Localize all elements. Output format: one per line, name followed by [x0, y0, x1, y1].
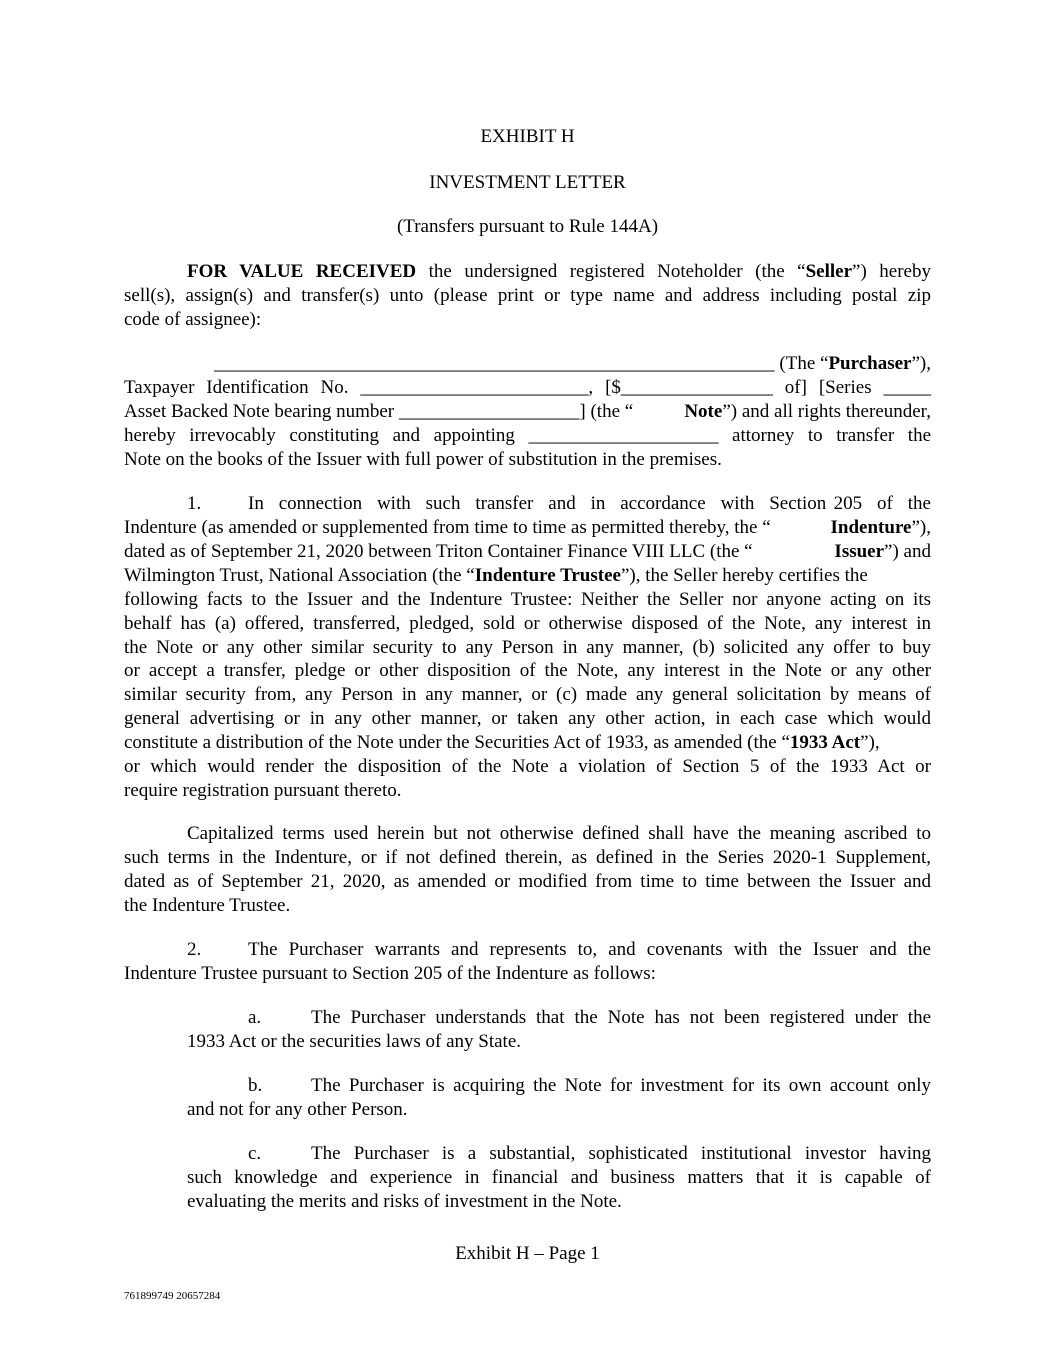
act-term: 1933 Act	[789, 732, 861, 753]
para1-line-6: behalf has (a) offered, transferred, pledged, sold or otherwise disposed of the Note, any interest in	[124, 613, 931, 634]
page-title: INVESTMENT LETTER	[429, 172, 626, 193]
taxpayer-line: Taxpayer Identification No. ________________________, [$________________ of] [Series _____	[124, 377, 931, 398]
cap-line-2: such terms in the Indenture, or if not defined therein, as defined in the Series 2020-1 Supplement,	[124, 847, 931, 868]
attorney-line: hereby irrevocably constituting and appointing ____________________ attorney to transfer the	[124, 425, 931, 446]
para1-line-2	[124, 516, 931, 540]
para1-line-3	[124, 540, 931, 564]
item-b-line-1: The Purchaser is acquiring the Note for investment for its own account only	[311, 1075, 931, 1096]
page-number: Exhibit H – Page 1	[455, 1243, 600, 1264]
page-subtitle: (Transfers pursuant to Rule 144A)	[396, 216, 659, 237]
cap-line-3: dated as of September 21, 2020, as amended or modified from time to time between the Issuer and	[124, 871, 931, 892]
intro-line-1	[187, 260, 931, 284]
indenture-trustee-term: Indenture Trustee	[474, 565, 621, 586]
para1-number: 1.	[187, 493, 202, 514]
para-text: ”),	[860, 732, 880, 753]
para1-line-9: similar security from, any Person in any manner, or (c) made any general solicitation by means of	[124, 684, 931, 705]
block-text: ”) and all rights thereunder,	[722, 401, 931, 422]
item-c-line-2: such knowledge and experience in financial and business matters that it is capable of	[187, 1167, 931, 1188]
para1-line-7: the Note or any other similar security to any Person in any manner, (b) solicited any offer to buy	[124, 637, 931, 658]
para1-line-8: or accept a transfer, pledge or other disposition of the Note, any interest in the Note or any other	[124, 660, 931, 681]
document-id: 761899749 20657284	[124, 1290, 221, 1302]
para2-number: 2.	[187, 939, 202, 960]
intro-line-3: code of assignee):	[124, 309, 262, 330]
spacer	[633, 400, 684, 424]
item-c-line-3: evaluating the merits and risks of investment in the Note.	[187, 1191, 622, 1212]
note-term: Note	[684, 401, 723, 422]
para-text: ”), the Seller hereby certifies the	[620, 565, 868, 586]
indenture-term: Indenture	[830, 517, 912, 538]
intro-text: ”) hereby	[852, 261, 931, 282]
para1-line-5: following facts to the Issuer and the Indenture Trustee: Neither the Seller nor anyone acting on its	[124, 589, 931, 610]
para2-line-1: The Purchaser warrants and represents to, and covenants with the Issuer and the	[248, 939, 931, 960]
blank-text: ”),	[911, 353, 931, 374]
note-number-line	[124, 400, 931, 424]
para1-line-1: In connection with such transfer and in accordance with Section 205 of the	[248, 493, 931, 514]
item-c-label: c.	[248, 1143, 262, 1164]
intro-text: the undersigned registered Noteholder (the “	[416, 261, 806, 282]
purchaser-line	[187, 352, 931, 376]
para-text: Indenture (as amended or supplemented from time to time as permitted thereby, the “	[124, 517, 771, 538]
cap-line-4: the Indenture Trustee.	[124, 895, 291, 916]
item-c-line-1: The Purchaser is a substantial, sophisticated institutional investor having	[311, 1143, 931, 1164]
seller-term: Seller	[805, 261, 853, 282]
para1-line-4	[124, 564, 931, 588]
para-text: Wilmington Trust, National Association (the “	[124, 565, 475, 586]
cap-line-1: Capitalized terms used herein but not otherwise defined shall have the meaning ascribed to	[187, 823, 931, 844]
purchaser-term: Purchaser	[828, 353, 912, 374]
item-a-line-2: 1933 Act or the securities laws of any State.	[187, 1031, 522, 1052]
para-text: dated as of September 21, 2020 between Triton Container Finance VIII LLC (the “	[124, 541, 753, 562]
para-text: ”),	[911, 517, 931, 538]
intro-bold-text: FOR VALUE RECEIVED	[187, 261, 417, 282]
item-a-label: a.	[248, 1007, 262, 1028]
para-text: ”) and	[884, 541, 931, 562]
item-a-line-1: The Purchaser understands that the Note has not been registered under the	[311, 1007, 931, 1028]
issuer-term: Issuer	[834, 541, 885, 562]
block-text: Asset Backed Note bearing number ___________________] (the “	[124, 401, 634, 422]
para1-line-13: require registration pursuant thereto.	[124, 780, 402, 801]
substitution-line: Note on the books of the Issuer with full power of substitution in the premises.	[124, 449, 722, 470]
para-text: constitute a distribution of the Note under the Securities Act of 1933, as amended (the “	[124, 732, 790, 753]
exhibit-label: EXHIBIT H	[480, 126, 575, 147]
item-b-line-2: and not for any other Person.	[187, 1099, 408, 1120]
intro-line-2: sell(s), assign(s) and transfer(s) unto (please print or type name and address including postal zip	[124, 285, 931, 306]
item-b-label: b.	[248, 1075, 263, 1096]
blank-text: ___________________________________________________________ (The “	[214, 353, 829, 374]
para1-line-10: general advertising or in any other manner, or taken any other action, in each case which would	[124, 708, 931, 729]
para2-line-2: Indenture Trustee pursuant to Section 205 of the Indenture as follows:	[124, 963, 656, 984]
para1-line-11	[124, 731, 931, 755]
para1-line-12: or which would render the disposition of the Note a violation of Section 5 of the 1933 Act or	[124, 756, 931, 777]
